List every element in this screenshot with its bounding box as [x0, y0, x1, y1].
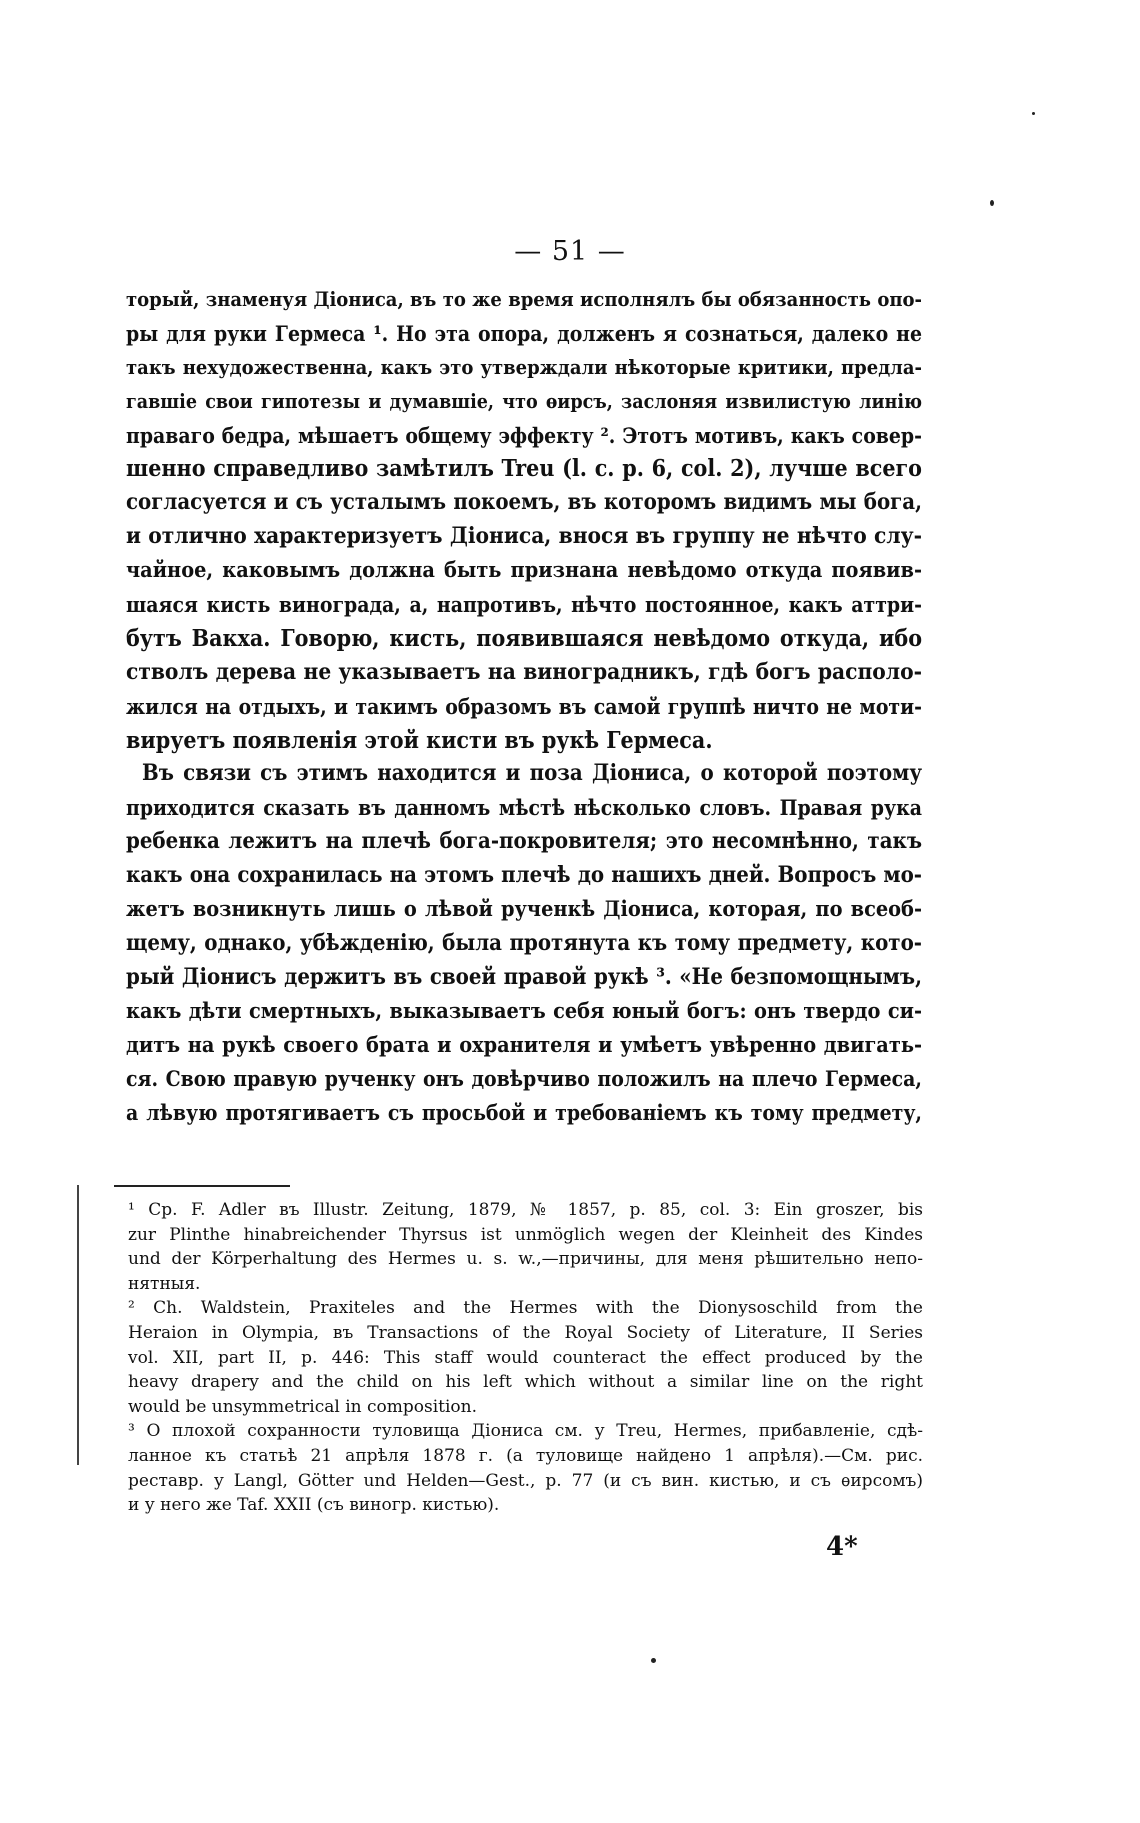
body-line: ся. Свою правую рученку онъ довѣрчиво положилъ на плечо Гермеса,: [126, 1066, 922, 1092]
signature-mark: 4*: [826, 1532, 858, 1562]
body-line: жетъ возникнуть лишь о лѣвой рученкѣ Діониса, которая, по всеоб-: [126, 897, 922, 923]
page-number: — 51 —: [514, 236, 626, 267]
footnote-3-line: ланное къ статьѣ 21 апрѣля 1878 г. (а туловище найдено 1 апрѣля).—См. рис.: [128, 1445, 923, 1466]
footnote-2-line: vol. XII, part II, p. 446: This staff would counteract the effect produced by the: [128, 1347, 923, 1368]
body-line: и отлично характеризуетъ Діониса, внося въ группу не нѣчто слу-: [126, 523, 922, 550]
body-line: шенно справедливо замѣтилъ Treu (l. c. p. 6, col. 2), лучше всего: [126, 455, 922, 483]
body-line: гавшіе свои гипотезы и думавшіе, что ѳирсъ, заслоняя извилистую линію: [126, 389, 922, 413]
body-line: а лѣвую протягиваетъ съ просьбой и требованіемъ къ тому предмету,: [126, 1100, 922, 1126]
body-line: приходится сказать въ данномъ мѣстѣ нѣсколько словъ. Правая рука: [126, 795, 922, 821]
footnote-1-line: und der Körperhaltung des Hermes u. s. w.,—причины, для меня рѣшительно непо-: [128, 1249, 923, 1270]
body-line: праваго бедра, мѣшаетъ общему эффекту ². Этотъ мотивъ, какъ совер-: [126, 422, 922, 448]
footnote-2-line: heavy drapery and the child on his left which without a similar line on the right: [128, 1372, 923, 1393]
footnote-3-line: ³ О плохой сохранности туловища Діониса см. у Treu, Hermes, прибавленіе, сдѣ-: [128, 1421, 923, 1442]
footnote-3-line: реставр. у Langl, Götter und Helden—Gest., p. 77 (и съ вин. кистью, и съ ѳирсомъ): [128, 1470, 923, 1491]
scan-speck: [990, 200, 994, 206]
body-line: такъ нехудожественна, какъ это утверждали нѣкоторые критики, предла-: [126, 354, 922, 379]
footnote-2-line: Heraion in Olympia, въ Transactions of the Royal Society of Literature, II Series: [128, 1322, 923, 1343]
body-line: чайное, каковымъ должна быть признана невѣдомо откуда появив-: [126, 558, 922, 584]
body-line: торый, знаменуя Діониса, въ то же время исполнялъ бы обязанность опо-: [126, 287, 922, 311]
footnote-1-line: нятныя.: [128, 1273, 201, 1294]
body-line: вируетъ появленія этой кисти въ рукѣ Гермеса.: [126, 726, 713, 754]
scan-speck: [651, 1658, 656, 1663]
body-line: какъ она сохранилась на этомъ плечѣ до нашихъ дней. Вопросъ мо-: [126, 862, 922, 889]
scan-speck: [1032, 112, 1035, 115]
body-line: ры для руки Гермеса ¹. Но эта опора, долженъ я сознаться, далеко не: [126, 320, 922, 346]
footnote-divider: [114, 1185, 290, 1187]
body-line: стволъ дерева не указываетъ на виноградникъ, гдѣ богъ располо-: [126, 658, 922, 685]
footnote-1-line: zur Plinthe hinabreichender Thyrsus ist unmöglich wegen der Kleinheit des Kindes: [128, 1224, 923, 1245]
paragraph-start: Въ связи съ этимъ находится и поза Діониса, о которой поэтому: [142, 760, 922, 787]
body-line: жился на отдыхъ, и такимъ образомъ въ самой группѣ ничто не моти-: [126, 693, 922, 719]
body-line: шаяся кисть винограда, а, напротивъ, нѣчто постоянное, какъ аттри-: [126, 592, 922, 618]
body-line: щему, однако, убѣжденію, была протянута къ тому предмету, кото-: [126, 929, 922, 956]
margin-bar: [77, 1185, 79, 1465]
body-line: бутъ Вакха. Говорю, кисть, появившаяся невѣдомо откуда, ибо: [126, 624, 922, 652]
body-line: согласуется и съ усталымъ покоемъ, въ которомъ видимъ мы бога,: [126, 489, 922, 516]
body-text: [126, 283, 922, 1130]
body-line: какъ дѣти смертныхъ, выказываетъ себя юный богъ: онъ твердо си-: [126, 998, 922, 1024]
footnotes: [128, 1198, 923, 1518]
footnote-3-line: и у него же Taf. XXII (съ виногр. кистью).: [128, 1495, 500, 1516]
footnote-2-line: ² Ch. Waldstein, Praxiteles and the Hermes with the Dionysoschild from the: [128, 1298, 923, 1319]
footnote-1-line: ¹ Ср. F. Adler въ Illustr. Zeitung, 1879, № 1857, p. 85, col. 3: Ein groszer, bis: [128, 1200, 923, 1220]
body-line: дитъ на рукѣ своего брата и охранителя и умѣетъ увѣренно двигать-: [126, 1032, 922, 1058]
body-line: рый Діонисъ держитъ въ своей правой рукѣ ³. «Не безпомощнымъ,: [126, 963, 922, 990]
body-line: ребенка лежитъ на плечѣ бога-покровителя; это несомнѣнно, такъ: [126, 828, 922, 855]
footnote-2-line: would be unsymmetrical in composition.: [128, 1396, 478, 1417]
